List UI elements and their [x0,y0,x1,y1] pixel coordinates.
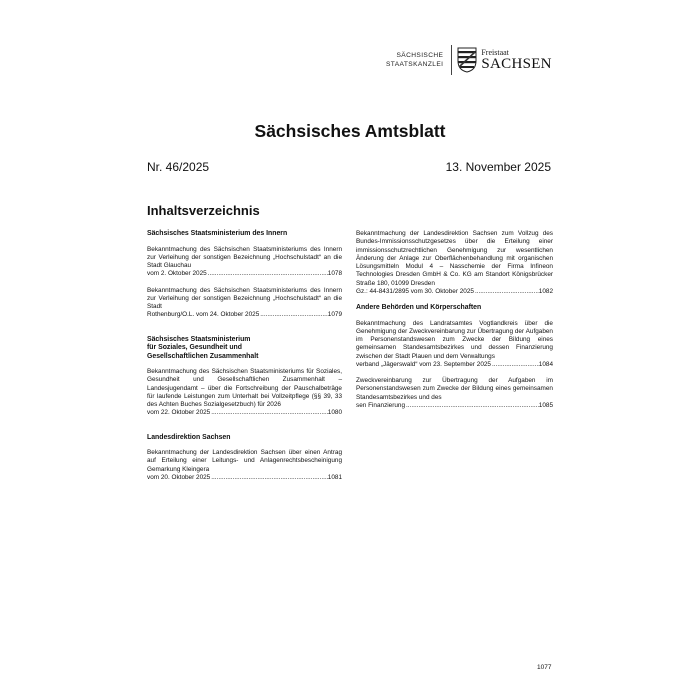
entry-last-line [356,402,553,410]
entry-text-end: Gz.: 44-8431/2895 vom 30. Oktober 2025 [356,287,474,295]
page-ref: 1084 [538,360,553,368]
entry-last-line [147,270,342,278]
entry-last-line [147,474,342,482]
entry-last-line [356,361,553,369]
toc-entry[interactable] [356,377,553,410]
section-heading: Andere Behörden und Körperschaften [356,304,482,311]
page-ref: 1078 [327,270,342,278]
table-of-contents-heading: Inhaltsverzeichnis [147,203,260,218]
entry-text: Bekanntmachung des Sächsischen Staatsministeriums für Soziales, Gesundheit und Gesellschaftlichen Zusammenhalt – Landesjugendamt – über die Fortschreibung der Pauschalbeträge für laufende Leistungen zum Unterhalt bei Vollzeitpflege (§§ 39, 33 des Achten Buches Sozialgesetzbuch) für 2026 [147,368,342,408]
logo-freistaat: Freistaat [481,47,509,57]
page-ref: 1085 [538,401,553,409]
page-ref: 1080 [327,409,342,417]
entry-text: Zweckvereinbarung zur Übertragung der Aufgaben im Personenstandswesen zum Zwecke der Bildung eines gemeinsamen Standesamtsbezirkes und des [356,377,553,401]
entry-text: Bekanntmachung des Sächsischen Staatsministeriums des Innern zur Verleihung der sonstigen Bezeichnung „Hochschulstadt“ an die Stadt [147,286,342,310]
page-ref: 1082 [538,287,553,295]
dot-leader [406,402,539,410]
toc-column-right [356,230,553,418]
toc-entry[interactable] [147,246,342,279]
page-number: 1077 [537,664,552,671]
logo-text-right [481,49,551,72]
page-ref: 1079 [327,311,342,319]
dot-leader [260,311,328,319]
dot-leader [492,361,539,369]
saxony-state-chancellery-logo [386,44,552,76]
entry-text: Bekanntmachung des Sächsischen Staatsministeriums des Innern zur Verleihung der sonstigen Bezeichnung „Hochschulstadt“ an die Stadt Glauchau [147,245,342,269]
dot-leader [211,474,328,482]
coat-of-arms-icon [457,47,477,73]
dot-leader [475,288,539,296]
section-heading: Landesdirektion Sachsen [147,433,231,441]
logo-text-left [386,51,443,69]
section-heading-line: Sächsisches Staatsministerium [147,335,251,343]
document-title: Sächsisches Amtsblatt [254,121,446,141]
entry-last-line [356,288,553,296]
logo-left-line2: STAATSKANZLEI [386,61,444,68]
entry-text-end: vom 22. Oktober 2025 [147,409,211,417]
section-heading-line: Gesellschaftlichen Zusammenhalt [147,352,259,360]
section-heading-line: für Soziales, Gesundheit und [147,344,242,351]
entry-text-end: sen Finanzierung [356,401,406,409]
dot-leader [211,409,328,417]
logo-divider [451,45,452,75]
entry-text: Bekanntmachung der Landesdirektion Sachsen zum Vollzug des Bundes-Immissionsschutzgesetzes über die Erteilung einer immissionsschutzrechtlichen Genehmigung zur wesentlichen Änderung der Anlage zur Oberflächenbehandlung mit organischen Lösungsmitteln Modul 4 – Nasschemie der Firma Infineon Technologies Dresden GmbH & Co. KG am Standort Königsbrücker Straße 180, 01099 Dresden [356,230,553,287]
entry-text-end: verband „Jägerswald“ vom 23. September 2025 [356,360,491,368]
issue-number: Nr. 46/2025 [147,160,210,174]
entry-text-end: Rothenburg/O.L. vom 24. Oktober 2025 [147,311,260,319]
section-heading: Sächsisches Staatsministerium des Innern [147,230,288,237]
toc-column-left [147,230,342,490]
toc-entry[interactable] [147,449,342,482]
toc-entry[interactable] [147,368,342,418]
page-ref: 1081 [327,473,342,481]
issue-date: 13. November 2025 [445,160,551,174]
entry-text: Bekanntmachung der Landesdirektion Sachsen über einen Antrag auf Erteilung einer Leitungs- und Anlagenrechtsbescheinigung Gemarkung Kleingera [147,449,342,473]
logo-left-line1: SÄCHSISCHE [396,52,444,59]
toc-entry[interactable] [147,287,342,320]
dot-leader [208,270,328,278]
entry-last-line [147,409,342,417]
toc-entry[interactable] [356,230,553,296]
entry-text: Bekanntmachung des Landratsamtes Vogtlandkreis über die Genehmigung der Zweckvereinbarung zur Übertragung der Aufgaben im Personenstandswesen zum Zwecke der Bildung eines gemeinsamen Standesamtsbezirkes und dessen Finanzierung zwischen der Stadt Plauen und dem Verwaltungs [356,319,553,360]
toc-entry[interactable] [356,320,553,370]
section-heading [147,336,342,362]
entry-last-line [147,311,342,319]
entry-text-end: vom 20. Oktober 2025 [147,473,211,481]
logo-sachsen: SACHSEN [481,55,552,72]
entry-text-end: vom 2. Oktober 2025 [147,270,207,278]
